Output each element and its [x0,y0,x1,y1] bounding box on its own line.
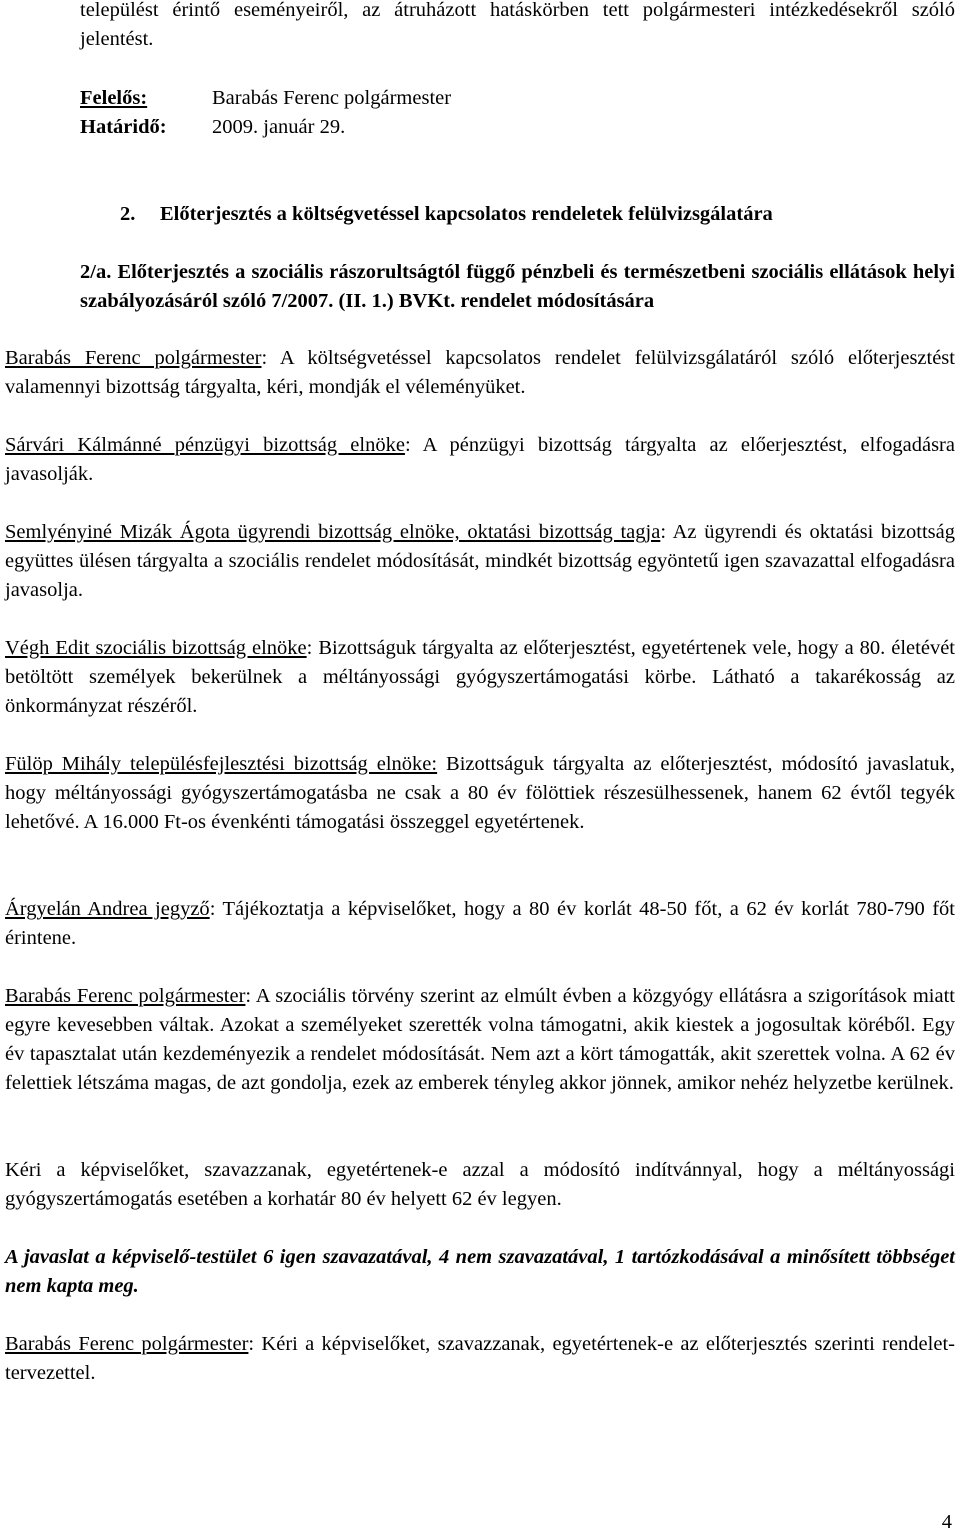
speech-text: Bizottságuk tárgyalta az előterjesztést, egyetértenek vele, hogy a 80. életévét betöltött személyek bekerülnek a méltányossági gyógyszertámogatási körbe. Látható a takarékosság az önkormányzat részéről. [5,637,955,717]
speech-paragraph-2 [5,431,955,489]
page-number: 4 [941,1511,952,1533]
deadline-value: 2009. január 29. [212,116,346,138]
responsible-row [80,84,451,113]
decision-paragraph [5,1243,955,1301]
section-2a-title: Előterjesztés a szociális rászorultságtól függő pénzbeli és természetbeni szociális ellátások helyi szabályozásáról szóló 7/2007. (II. 1.) BVKt. rendelet módosítására [80,261,956,312]
closing-paragraph [5,1330,955,1388]
section-2a-number: 2/a. [80,261,112,283]
section-2a-heading [80,258,955,316]
intro-paragraph [80,0,955,54]
speaker-name: Árgyelán Andrea jegyző [5,898,210,920]
speech-text: Az ügyrendi és oktatási bizottság együttes ülésen tárgyalta a szociális rendelet módosítását, mindkét bizottság egyöntetű igen szavazattal elfogadásra javasolja. [5,521,955,601]
speaker-separator: : [248,1333,255,1355]
responsible-value: Barabás Ferenc polgármester [212,87,452,109]
section-2-title: Előterjesztés a költségvetéssel kapcsolatos rendeletek felülvizsgálatára [160,203,773,225]
deadline-row [80,113,345,142]
speech-paragraph-5 [5,750,955,837]
speaker-separator: : [660,521,667,543]
section-2-heading [80,200,773,229]
speech-text: Bizottságuk tárgyalta az előterjesztést, módosító javaslatuk, hogy méltányossági gyógyszertámogatásba ne csak a 80 év fölöttiek részesülhessenek, hanem 62 évtől tegyék lehetővé. A 16.000 Ft-os évenkénti támogatási összeggel egyetértenek. [5,753,955,833]
speech-paragraph-7 [5,982,955,1098]
speech-paragraph-4 [5,634,955,721]
speaker-name: Sárvári Kálmánné pénzügyi bizottság elnöke [5,434,405,456]
speaker-name: Végh Edit szociális bizottság elnöke [5,637,307,659]
section-2-number: 2. [120,203,136,225]
followup-text: Kéri a képviselőket, szavazzanak, egyetértenek-e azzal a módosító indítvánnyal, hogy a méltányossági gyógyszertámogatás esetében a korhatár 80 év helyett 62 év legyen. [5,1159,955,1210]
speech-text: Tájékoztatja a képviselőket, hogy a 80 év korlát 48-50 főt, a 62 év korlát 780-790 főt érintene. [5,898,955,949]
speaker-name: Fülöp Mihály településfejlesztési bizottság elnöke: [5,753,438,775]
responsible-label: Felelős: [80,87,148,109]
speaker-name: Semlyényiné Mizák Ágota ügyrendi bizottság elnöke, oktatási bizottság tagja [5,521,661,543]
speech-text: A szociális törvény szerint az elmúlt évben a közgyógy ellátásra a szigorítások miatt egyre kevesebben váltak. Azokat a személyeket szerették volna támogatni, akik kiestek a jogosultak köréből. Egy év tapasztalat után kezdeményezik a rendelet módosítását. Nem azt a kört támogatták, akit szerettek volna. A 62 év felettiek létszáma magas, de azt gondolja, ezek az emberek tényleg akkor jönnek, amikor nehéz helyzetbe kerülnek. [5,985,955,1094]
speaker-name: Barabás Ferenc polgármester [5,1333,249,1355]
speaker-separator: : [245,985,252,1007]
speech-paragraph-1 [5,344,955,402]
speech-text: A pénzügyi bizottság tárgyalta az előerjesztést, elfogadásra javasolják. [5,434,955,485]
intro-text: települést érintő eseményeiről, az átruházott hatáskörben tett polgármesteri intézkedésekről szóló jelentést. [80,0,955,50]
speaker-separator: : [306,637,313,659]
speech-text: A költségvetéssel kapcsolatos rendelet felülvizsgálatáról szóló előterjesztést valamennyi bizottság tárgyalta, kéri, mondják el véleményüket. [5,347,955,398]
deadline-label: Határidő: [80,116,167,138]
speech-text: Kéri a képviselőket, szavazzanak, egyetértenek-e az előterjesztés szerinti rendelet-tervezettel. [5,1333,955,1384]
speaker-separator: : [261,347,268,369]
speaker-name: Barabás Ferenc polgármester [5,347,262,369]
speech-paragraph-3 [5,518,955,605]
speaker-name: Barabás Ferenc polgármester [5,985,246,1007]
speech-paragraph-6 [5,895,955,953]
followup-paragraph [5,1156,955,1214]
decision-text: A javaslat a képviselő-testület 6 igen szavazatával, 4 nem szavazatával, 1 tartózkodásával a minősített többséget nem kapta meg. [5,1246,955,1297]
speaker-separator: : [209,898,216,920]
speaker-separator: : [404,434,411,456]
